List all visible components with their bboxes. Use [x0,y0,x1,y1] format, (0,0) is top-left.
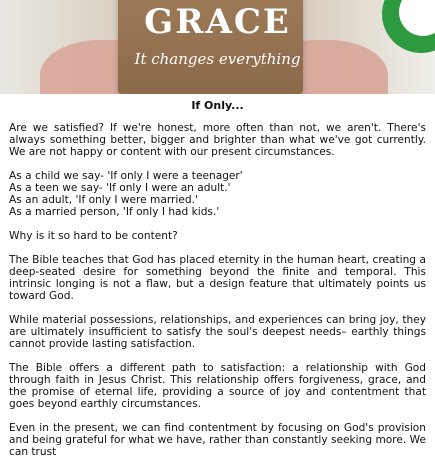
hero-banner [0,0,435,94]
list-line-1: As a child we say- 'If only I were a teenager' [9,170,243,182]
paragraph-3: The Bible teaches that God has placed eternity in the human heart, creating a deep-seated desire for something beyond the finite and temporal. This intrinsic longing is not a flaw, but a design feature that ultimately points us toward God. [9,254,426,302]
hero-title: GRACE [144,2,291,42]
list-line-3: As an adult, 'If only I were married.' [9,194,198,206]
paragraph-2: Why is it so hard to be content? [9,230,178,242]
paragraph-4: While material possessions, relationships, and experiences can bring joy, they are ultimately insufficient to satisfy the soul's deepest needs– earthly things cannot provide lasting satisfaction. [9,314,426,350]
paragraph-1: Are we satisfied? If we're honest, more often than not, we aren't. There's always something better, bigger and brighter than what we've got currently. We are not happy or content with our present circumstances. [9,122,426,158]
list-line-4: As a married person, 'If only I had kids.' [9,206,220,218]
article-body [0,100,435,458]
if-only-list [9,170,426,218]
hero-tagline: It changes everything [134,50,301,68]
paragraph-6: Even in the present, we can find contentment by focusing on God's provision and being grateful for what we have, rather than constantly seeking more. We can trust [9,422,426,458]
article-title: If Only... [191,99,244,112]
paragraph-5: The Bible offers a different path to satisfaction: a relationship with God through faith in Jesus Christ. This relationship offers forgiveness, grace, and the promise of eternal life, providing a source of joy and contentment that goes beyond earthly circumstances. [9,362,426,410]
list-line-2: As a teen we say- 'If only I were an adult.' [9,182,231,194]
